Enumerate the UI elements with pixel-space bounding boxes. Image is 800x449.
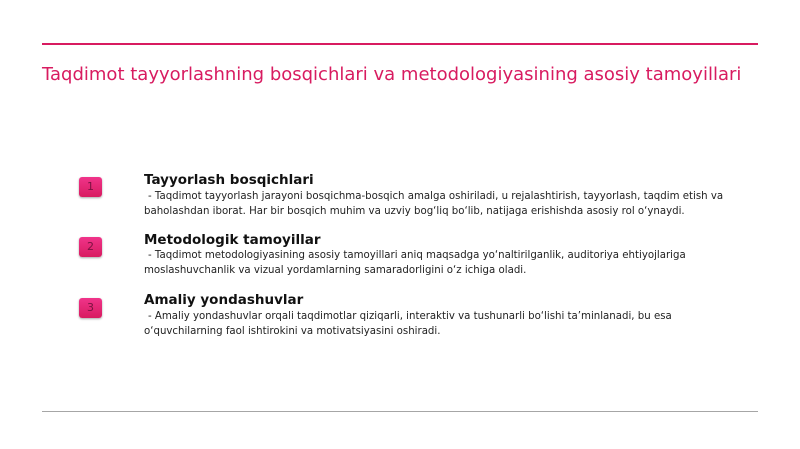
step-description: - Amaliy yondashuvlar orqali taqdimotlar qiziqarli, interaktiv va tushunarli bo‘lishi ta’minlanadi, bu esa o‘quvchilarning faol ishtirokini va motivatsiyasini oshiradi. xyxy=(144,311,672,337)
step-heading: Tayyorlash bosqichlari xyxy=(144,172,314,188)
slide-title: Taqdimot tayyorlashning bosqichlari va metodologiyasining asosiy tamoyillari xyxy=(42,64,742,85)
bottom-divider xyxy=(42,411,758,412)
step-number-badge: 3 xyxy=(79,298,102,318)
step-description: - Taqdimot tayyorlash jarayoni bosqichma-bosqich amalga oshiriladi, u rejalashtirish, tayyorlash, taqdim etish va baholashdan iborat. Har bir bosqich muhim va uzviy bog‘liq bo‘lib, natijaga erishishda asosiy rol o‘ynaydi. xyxy=(144,191,724,217)
step-heading: Amaliy yondashuvlar xyxy=(144,292,304,308)
step-heading: Metodologik tamoyillar xyxy=(144,232,321,248)
step-number-badge: 2 xyxy=(79,237,102,257)
step-number-badge: 1 xyxy=(79,177,102,197)
step-description: - Taqdimot metodologiyasining asosiy tamoyillari aniq maqsadga yo‘naltirilganlik, auditoriya ehtiyojlariga moslashuvchanlik va vizual yordamlarning samaradorligini o‘z ichiga oladi. xyxy=(144,250,686,276)
